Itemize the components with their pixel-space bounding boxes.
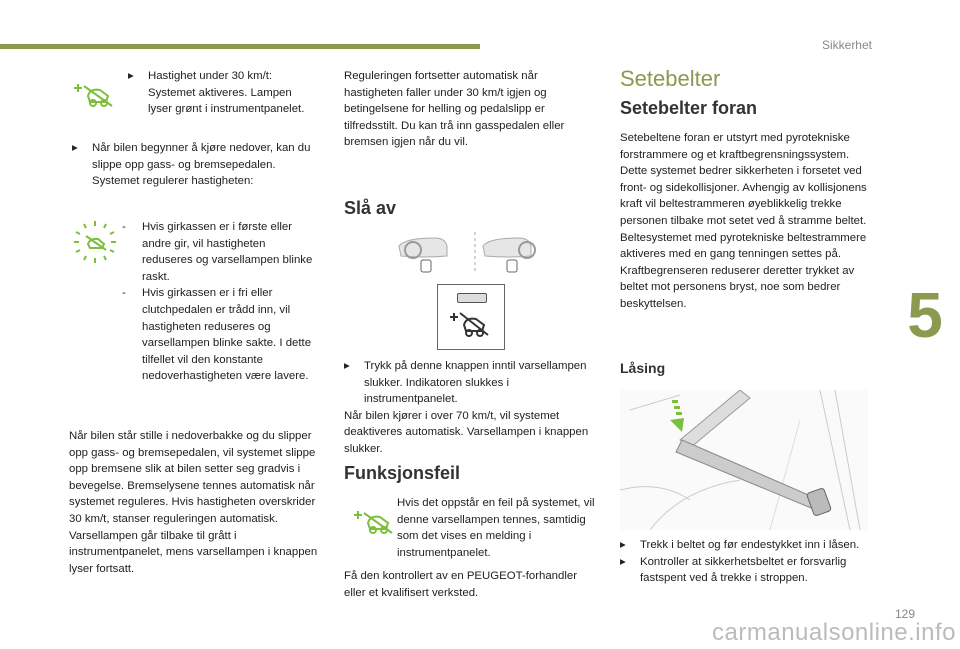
watermark: carmanualsonline.info bbox=[712, 619, 956, 646]
regulation-paragraph: Reguleringen fortsetter automatisk når hastigheten faller under 30 km/t igjen og betingelsene for helling og pedalslipp er tilfredsstilt. Du kan trå inn gasspedalen eller bremsen igjen når du vil. bbox=[344, 70, 565, 149]
section-label: Sikkerhet bbox=[821, 38, 872, 52]
locking-heading: Låsing bbox=[620, 360, 666, 376]
fault-paragraph: Hvis det oppstår en feil på systemet, vil denne varsellampen tennes, samtidig som det vises en melding i instrumentpanelet. bbox=[397, 497, 595, 559]
steering-wheel-illustration bbox=[395, 230, 555, 276]
hill-descent-green-icon bbox=[72, 78, 118, 110]
standstill-paragraph: Når bilen står stille i nedoverbakke og du slipper opp gass- og bremsepedalen, vil systemet slippe opp bremsene slik at bilen setter seg gradvis i bevegelse. Bremselysene tennes automatisk når systemet reguleres. Hvis hastigheten overskrider 30 km/t, stanser reguleringen automatisk. Varsellampen går tilbake til grått i instrumentpanelet, mens varsellampen i knappen lyser fortsatt. bbox=[69, 430, 318, 575]
fault-contact-paragraph: Få den kontrollert av en PEUGEOT-forhandler eller et kvalifisert verksted. bbox=[344, 570, 577, 599]
top-accent-bar bbox=[0, 44, 480, 49]
button-lamp bbox=[457, 293, 487, 303]
hill-descent-icon bbox=[448, 307, 494, 341]
seatbelt-buckle-illustration bbox=[620, 390, 868, 530]
hill-descent-fault-icon bbox=[352, 505, 398, 537]
off-bullet: ▸ Trykk på denne knappen inntil varsellampen slukker. Indikatoren slukkes i instrumentpanelet. Når bilen kjører i over 70 km/t, vil systemet deaktiveres automatisk. Varsellampen i knappen slukker. bbox=[344, 360, 589, 455]
speed-bullet: ▸ Hastighet under 30 km/t: Systemet aktiveres. Lampen lyser grønt i instrumentpanelet. bbox=[128, 70, 305, 116]
front-seatbelts-heading: Setebelter foran bbox=[620, 98, 758, 118]
seatbelts-heading: Setebelter bbox=[620, 66, 721, 91]
hill-descent-button[interactable] bbox=[437, 284, 505, 350]
fault-heading: Funksjonsfeil bbox=[344, 463, 461, 483]
front-seatbelts-paragraph: Setebeltene foran er utstyrt med pyrotekniske forstrammere og et kraftbegrensningssystem. Dette systemet bedrer sikkerheten i forsetet ved front- og sidekollisjoner. Avhengig av kollisjonens kraft vil beltestrammeren øyeblikkelig trekke personen tilbake mot setet ved å stramme beltet. Beltesystemet med pyrotekniske beltestrammere aktiveres med en gang tenningen settes på. Kraftbegrenseren reduserer deretter trykket av beltet mot personens bryst, noe som bedrer beskyttelsen. bbox=[620, 132, 867, 310]
downhill-bullet: ▸ Når bilen begynner å kjøre nedover, kan du slippe opp gass- og bremsepedalen. Systemet regulerer hastigheten: bbox=[72, 142, 311, 188]
hill-descent-blinking-icon bbox=[72, 220, 118, 264]
off-heading: Slå av bbox=[344, 198, 397, 218]
gear-dash-list: - Hvis girkassen er i første eller andre gir, vil hastigheten reduseres og varsellampen blinke raskt. - Hvis girkassen er i fri eller clutchpedalen er trådd inn, vil hastigheten reduseres og varsellampen blinke sakte. I dette tilfellet vil den konstante nedoverhastigheten være lavere. bbox=[122, 221, 313, 383]
page-number: 129 bbox=[894, 607, 915, 621]
locking-bullets: ▸ Trekk i beltet og før endestykket inn i låsen. ▸ Kontroller at sikkerhetsbeltet er forsvarlig fastspent ved å trekke i stroppen. bbox=[620, 539, 860, 585]
chapter-number: 5 bbox=[890, 280, 960, 350]
